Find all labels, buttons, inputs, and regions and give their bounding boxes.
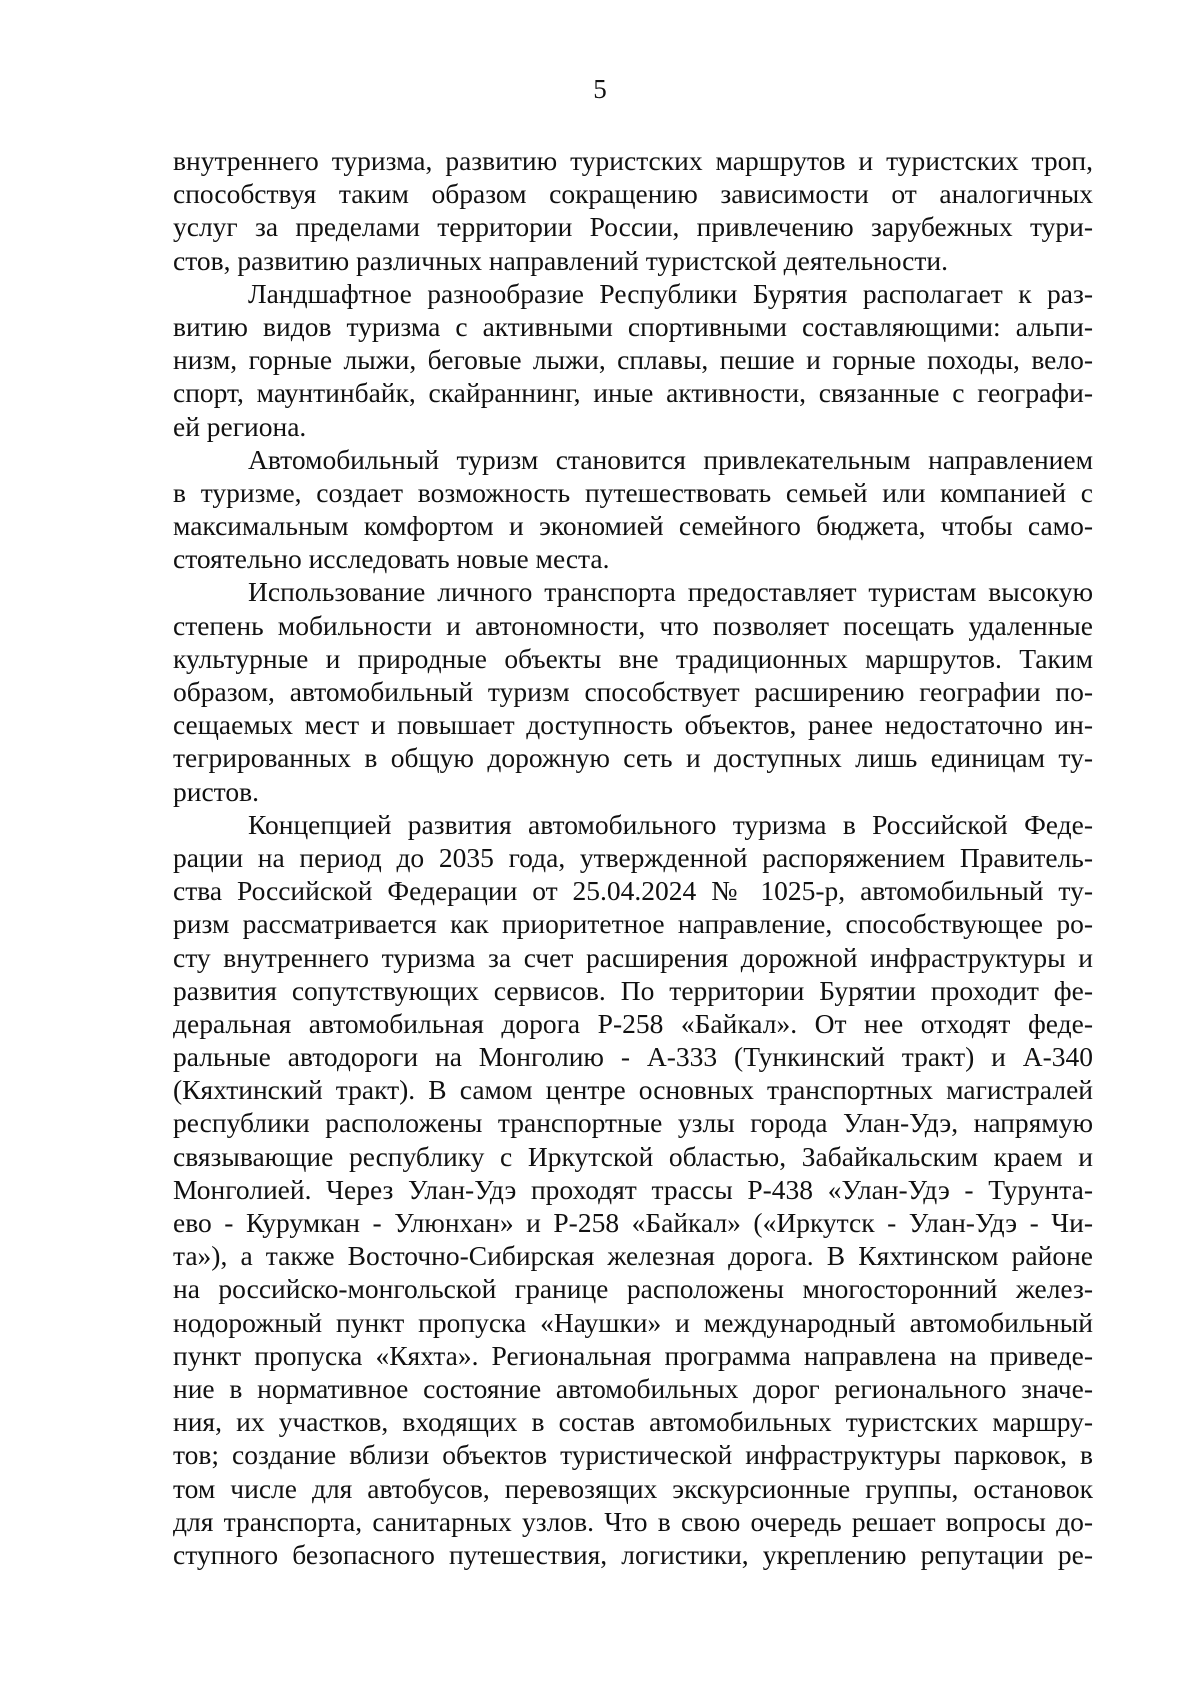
text-line: Использование личного транспорта предоставляет туристам высокую — [248, 576, 1093, 608]
text-line: Автомобильный туризм становится привлекательным направлением — [248, 443, 1093, 475]
text-line: на российско-монгольской границе расположены многосторонний желез- — [173, 1273, 1093, 1305]
text-line: степень мобильности и автономности, что позволяет посещать удаленные — [173, 609, 1093, 641]
text-line: связывающие республику с Иркутской областью, Забайкальским краем и — [173, 1140, 1093, 1172]
text-line: (Кяхтинский тракт). В самом центре основных транспортных магистралей — [173, 1074, 1093, 1106]
text-line: развития сопутствующих сервисов. По территории Бурятии проходит фе- — [173, 974, 1093, 1006]
text-line: тегрированных в общую дорожную сеть и доступных лишь единицам ту- — [173, 742, 1093, 774]
text-line: сещаемых мест и повышает доступность объектов, ранее недостаточно ин- — [173, 709, 1093, 741]
text-line: пункт пропуска «Кяхта». Региональная программа направлена на приведе- — [173, 1339, 1093, 1371]
text-line: республики расположены транспортные узлы города Улан-Удэ, напрямую — [173, 1107, 1093, 1139]
text-line: витию видов туризма с активными спортивными составляющими: альпи- — [173, 310, 1093, 342]
text-line: способствуя таким образом сокращению зависимости от аналогичных — [173, 178, 1093, 210]
text-line: нодорожный пункт пропуска «Наушки» и международный автомобильный — [173, 1306, 1093, 1338]
text-line: ево - Курумкан - Улюнхан» и Р-258 «Байкал» («Иркутск - Улан-Удэ - Чи- — [173, 1207, 1093, 1238]
text-line: стоятельно исследовать новые места. — [173, 543, 610, 575]
text-line: для транспорта, санитарных узлов. Что в свою очередь решает вопросы до- — [173, 1505, 1093, 1537]
text-line: Ландшафтное разнообразие Республики Бурятия располагает к раз- — [248, 277, 1093, 309]
text-line: деральная автомобильная дорога Р-258 «Байкал». От нее отходят феде- — [173, 1007, 1093, 1039]
text-line: Монголией. Через Улан-Удэ проходят трассы Р-438 «Улан-Удэ - Турунта- — [173, 1173, 1093, 1205]
text-line: спорт, маунтинбайк, скайраннинг, иные активности, связанные с географи- — [173, 377, 1093, 409]
text-line: ей региона. — [173, 410, 307, 442]
text-line: ризм рассматривается как приоритетное направление, способствующее ро- — [173, 908, 1093, 940]
text-line: ристов. — [173, 775, 259, 807]
text-line: ства Российской Федерации от 25.04.2024 № 1025-р, автомобильный ту- — [173, 875, 1093, 907]
text-line: максимальным комфортом и экономией семейного бюджета, чтобы само- — [173, 510, 1093, 542]
text-line: том числе для автобусов, перевозящих экскурсионные группы, остановок — [173, 1472, 1093, 1504]
text-line: та»), а также Восточно-Сибирская железная дорога. В Кяхтинском районе — [173, 1240, 1093, 1272]
text-line: образом, автомобильный туризм способствует расширению географии по- — [173, 676, 1093, 707]
document-body — [173, 144, 1093, 1571]
page-number: 5 — [593, 74, 607, 104]
text-line: культурные и природные объекты вне традиционных маршрутов. Таким — [173, 642, 1093, 674]
text-line: в туризме, создает возможность путешествовать семьей или компанией с — [173, 476, 1093, 508]
text-line: сту внутреннего туризма за счет расширения дорожной инфраструктуры и — [173, 941, 1093, 973]
text-line: ния, их участков, входящих в состав автомобильных туристских маршру- — [173, 1406, 1093, 1438]
text-line: внутреннего туризма, развитию туристских маршрутов и туристских троп, — [173, 145, 1093, 176]
text-line: низм, горные лыжи, беговые лыжи, сплавы, пешие и горные походы, вело- — [173, 344, 1093, 376]
text-line: стов, развитию различных направлений туристской деятельности. — [173, 244, 948, 276]
text-line: ступного безопасного путешествия, логистики, укреплению репутации ре- — [173, 1538, 1093, 1570]
text-line: услуг за пределами территории России, привлечению зарубежных тури- — [173, 211, 1093, 243]
text-line: Концепцией развития автомобильного туризма в Российской Феде- — [248, 808, 1093, 840]
text-line: ние в нормативное состояние автомобильных дорог регионального значе- — [173, 1372, 1093, 1404]
text-line: рации на период до 2035 года, утвержденной распоряжением Правитель- — [173, 841, 1093, 873]
text-line: тов; создание вблизи объектов туристической инфраструктуры парковок, в — [173, 1439, 1093, 1471]
text-line: ральные автодороги на Монголию - А-333 (Тункинский тракт) и А-340 — [173, 1041, 1093, 1073]
